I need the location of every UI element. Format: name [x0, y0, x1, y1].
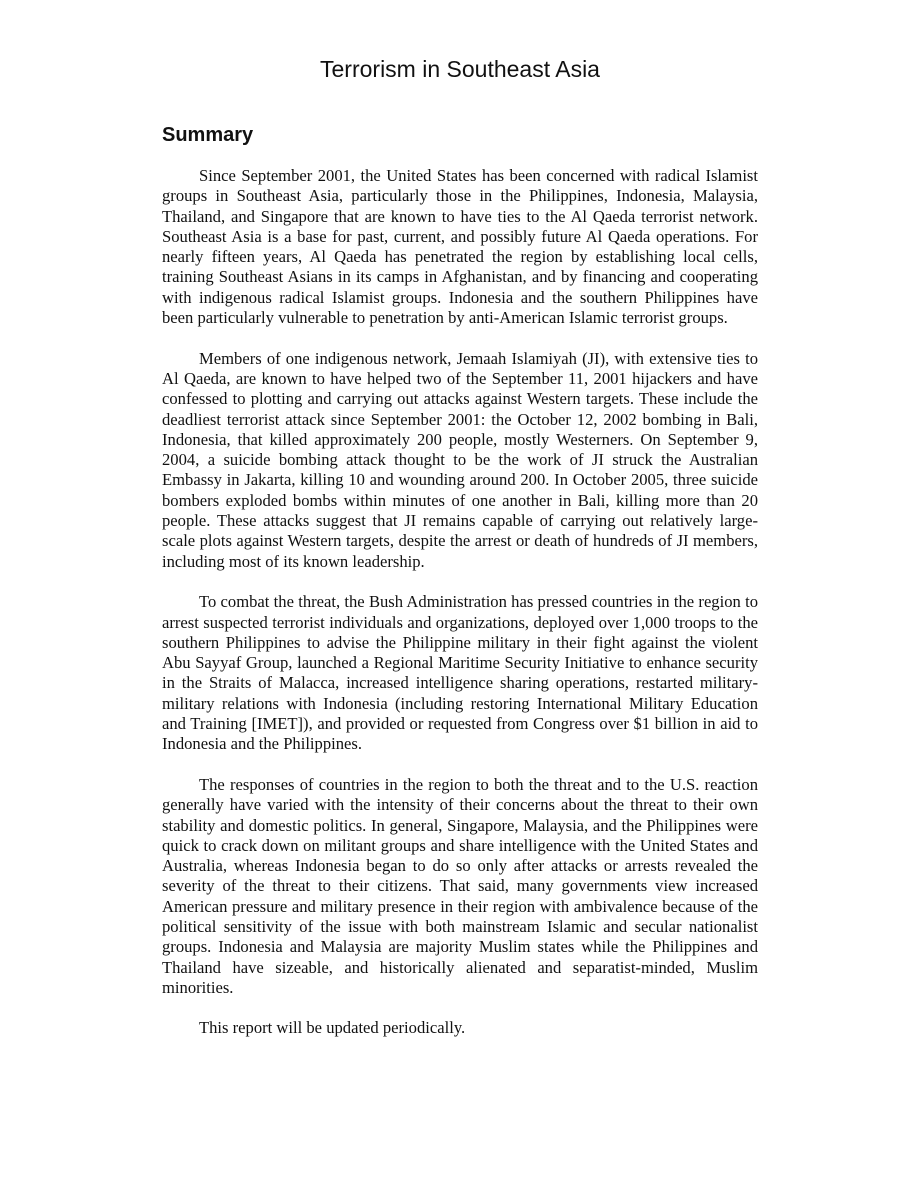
- summary-paragraph-1: Since September 2001, the United States has been concerned with radical Islamist groups in Southeast Asia, particularly those in the Philippines, Indonesia, Malaysia, Thailand, and Singapore that are known to have ties to the Al Qaeda terrorist network. Southeast Asia is a base for past, current, and possibly future Al Qaeda operations. For nearly fifteen years, Al Qaeda has penetrated the region by establishing local cells, training Southeast Asians in its camps in Afghanistan, and by financing and cooperating with indigenous radical Islamist groups. Indonesia and the southern Philippines have been particularly vulnerable to penetration by anti-American Islamic terrorist groups.: [162, 166, 758, 328]
- document-title: Terrorism in Southeast Asia: [320, 56, 600, 82]
- section-heading-summary: Summary: [162, 124, 254, 146]
- summary-paragraph-4: The responses of countries in the region to both the threat and to the U.S. reaction generally have varied with the intensity of their concerns about the threat to their own stability and domestic politics. In general, Singapore, Malaysia, and the Philippines were quick to crack down on militant groups and share intelligence with the United States and Australia, whereas Indonesia began to do so only after attacks or arrests revealed the severity of the threat to their citizens. That said, many governments view increased American pressure and military presence in their region with ambivalence because of the political sensitivity of the issue with both mainstream Islamic and secular nationalist groups. Indonesia and Malaysia are majority Muslim states while the Philippines and Thailand have sizeable, and historically alienated and separatist-minded, Muslim minorities.: [162, 774, 758, 997]
- summary-paragraph-5: This report will be updated periodically.: [199, 1018, 466, 1038]
- summary-paragraph-3: To combat the threat, the Bush Administration has pressed countries in the region to arrest suspected terrorist individuals and organizations, deployed over 1,000 troops to the southern Philippines to advise the Philippine military in their fight against the violent Abu Sayyaf Group, launched a Regional Maritime Security Initiative to enhance security in the Straits of Malacca, increased intelligence sharing operations, restarted military-military relations with Indonesia (including restoring International Military Education and Training [IMET]), and provided or requested from Congress over $1 billion in aid to Indonesia and the Philippines.: [162, 592, 758, 754]
- summary-paragraph-2: Members of one indigenous network, Jemaah Islamiyah (JI), with extensive ties to Al Qaeda, are known to have helped two of the September 11, 2001 hijackers and have confessed to plotting and carrying out attacks against Western targets. These include the deadliest terrorist attack since September 2001: the October 12, 2002 bombing in Bali, Indonesia, that killed approximately 200 people, mostly Westerners. On September 9, 2004, a suicide bombing attack thought to be the work of JI struck the Australian Embassy in Jakarta, killing 10 and wounding around 200. In October 2005, three suicide bombers exploded bombs within minutes of one another in Bali, killing more than 20 people. These attacks suggest that JI remains capable of carrying out relatively large-scale plots against Western targets, despite the arrest or death of hundreds of JI members, including most of its known leadership.: [162, 348, 758, 571]
- summary-body: [162, 166, 758, 1059]
